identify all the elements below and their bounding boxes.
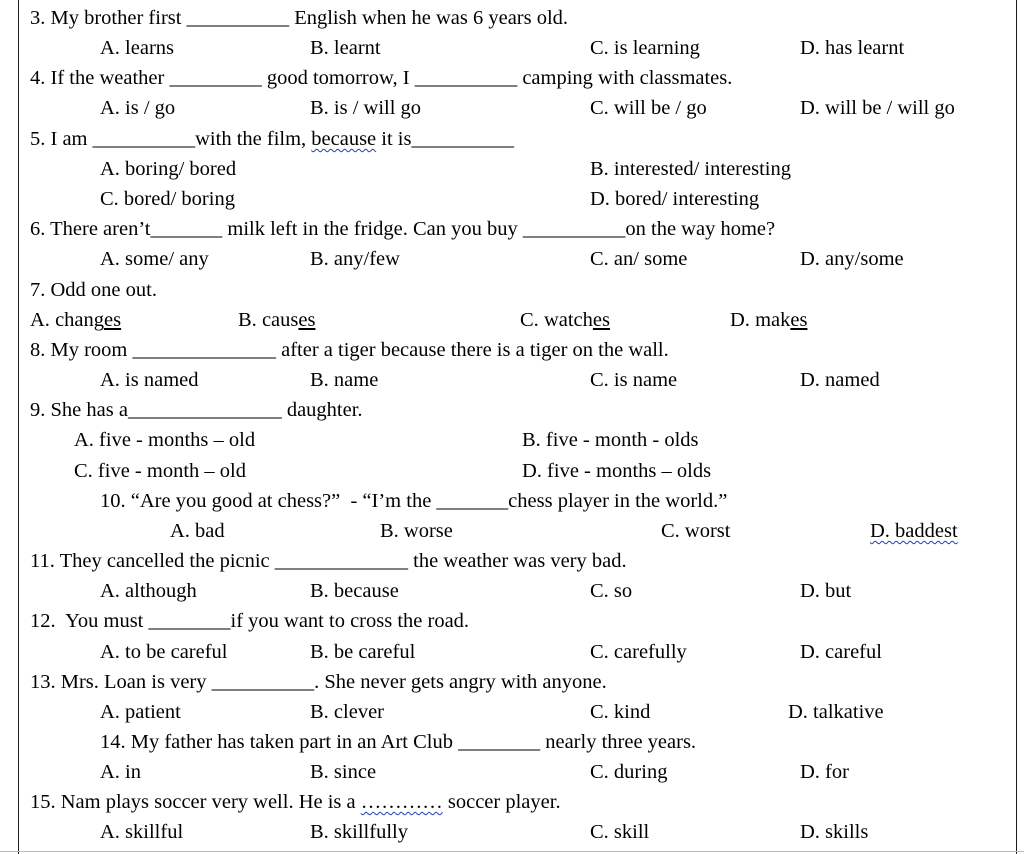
blank: __________: [211, 671, 315, 693]
option-a[interactable]: A. changes: [30, 309, 122, 331]
question-number: 14.: [100, 731, 126, 753]
option-b[interactable]: B. clever: [310, 701, 384, 723]
question-number: 15.: [30, 791, 56, 813]
option-b[interactable]: B. be careful: [310, 641, 416, 663]
blank: __________: [92, 128, 196, 150]
option-a[interactable]: A. skillful: [100, 821, 184, 843]
option-c[interactable]: C. carefully: [590, 641, 687, 663]
option-b[interactable]: B. worse: [380, 520, 453, 542]
option-b[interactable]: B. is / will go: [310, 97, 422, 119]
option-b[interactable]: B. interested/ interesting: [590, 158, 791, 180]
option-d[interactable]: D. has learnt: [800, 37, 905, 59]
question-11: 11. They cancelled the picnic _____________ the weather was very bad.: [30, 550, 627, 572]
option-a[interactable]: A. patient: [100, 701, 181, 723]
question-9: 9. She has a_______________ daughter.: [30, 399, 363, 421]
question-7: 7. Odd one out.: [30, 279, 157, 301]
option-a[interactable]: A. to be careful: [100, 641, 228, 663]
question-number: 10.: [100, 490, 126, 512]
question-number: 11.: [30, 550, 55, 572]
question-number: 9.: [30, 399, 46, 421]
option-a[interactable]: A. is named: [100, 369, 199, 391]
option-b[interactable]: B. learnt: [310, 37, 381, 59]
option-c[interactable]: C. worst: [661, 520, 731, 542]
option-b[interactable]: B. since: [310, 761, 377, 783]
blank: _____________: [274, 550, 409, 572]
option-d[interactable]: D. makes: [730, 309, 808, 331]
question-8: 8. My room ______________ after a tiger because there is a tiger on the wall.: [30, 339, 669, 361]
option-c[interactable]: C. is name: [590, 369, 678, 391]
question-12: 12. You must ________if you want to cross the road.: [30, 610, 470, 632]
option-a[interactable]: A. is / go: [100, 97, 176, 119]
option-d[interactable]: D. skills: [800, 821, 869, 843]
blank: _______________: [127, 399, 282, 421]
question-13: 13. Mrs. Loan is very __________. She never gets angry with anyone.: [30, 671, 607, 693]
question-15: 15. Nam plays soccer very well. He is a ………… soccer player.: [30, 791, 561, 813]
question-6: 6. There aren’t_______ milk left in the fridge. Can you buy __________on the way home?: [30, 218, 776, 240]
option-a[interactable]: A. in: [100, 761, 141, 783]
question-number: 4.: [30, 67, 46, 89]
option-d[interactable]: D. any/some: [800, 248, 904, 270]
option-b[interactable]: B. causes: [238, 309, 316, 331]
option-d[interactable]: D. will be / will go: [800, 97, 955, 119]
option-d[interactable]: D. for: [800, 761, 849, 783]
option-d[interactable]: D. careful: [800, 641, 882, 663]
blank: __________: [522, 218, 626, 240]
option-a[interactable]: A. five - months – old: [74, 429, 256, 451]
question-4: 4. If the weather _________ good tomorrow, I __________ camping with classmates.: [30, 67, 733, 89]
spellcheck-word: D. baddest: [870, 520, 958, 542]
blank: __________: [186, 7, 290, 29]
option-d[interactable]: D. bored/ interesting: [590, 188, 760, 210]
question-number: 12.: [30, 610, 56, 632]
blank: ________: [458, 731, 541, 753]
option-c[interactable]: C. will be / go: [590, 97, 707, 119]
option-c[interactable]: C. five - month – old: [74, 460, 246, 482]
option-d[interactable]: D. five - months – olds: [522, 460, 712, 482]
question-10: 10. “Are you good at chess?” - “I’m the _______chess player in the world.”: [100, 490, 728, 512]
option-a[interactable]: A. boring/ bored: [100, 158, 237, 180]
option-d[interactable]: [870, 519, 958, 543]
question-5: 5. I am __________with the film, because it is__________: [30, 128, 514, 150]
question-number: 13.: [30, 671, 56, 693]
question-number: 3.: [30, 7, 46, 29]
spellcheck-word: because: [311, 128, 377, 150]
option-c[interactable]: C. bored/ boring: [100, 188, 235, 210]
option-c[interactable]: C. an/ some: [590, 248, 688, 270]
option-c[interactable]: C. so: [590, 580, 633, 602]
option-b[interactable]: B. name: [310, 369, 379, 391]
option-d[interactable]: D. talkative: [788, 701, 884, 723]
blank: __________: [414, 67, 518, 89]
blank: _______: [436, 490, 509, 512]
option-a[interactable]: A. bad: [170, 520, 225, 542]
question-14: 14. My father has taken part in an Art Club ________ nearly three years.: [100, 731, 697, 753]
option-b[interactable]: B. because: [310, 580, 399, 602]
option-a[interactable]: A. although: [100, 580, 197, 602]
option-b[interactable]: B. any/few: [310, 248, 400, 270]
question-number: 7.: [30, 279, 46, 301]
option-d[interactable]: D. named: [800, 369, 880, 391]
page-border-right: [1016, 0, 1017, 854]
option-d[interactable]: D. but: [800, 580, 852, 602]
question-number: 6.: [30, 218, 46, 240]
option-c[interactable]: C. kind: [590, 701, 651, 723]
blank: ______________: [132, 339, 276, 361]
blank: __________: [411, 128, 514, 150]
page-border-bottom: [0, 851, 1024, 852]
option-c[interactable]: C. skill: [590, 821, 650, 843]
option-c[interactable]: C. is learning: [590, 37, 700, 59]
question-number: 8.: [30, 339, 46, 361]
option-c[interactable]: C. during: [590, 761, 668, 783]
blank: ________: [148, 610, 231, 632]
question-number: 5.: [30, 128, 46, 150]
blank: _________: [169, 67, 262, 89]
blank: _______: [150, 218, 223, 240]
option-a[interactable]: A. some/ any: [100, 248, 209, 270]
option-b[interactable]: B. skillfully: [310, 821, 408, 843]
question-3: 3. My brother first __________ English when he was 6 years old.: [30, 7, 569, 29]
page-border-left: [18, 0, 19, 854]
option-b[interactable]: B. five - month - olds: [522, 429, 699, 451]
dotted-blank: …………: [360, 791, 443, 813]
option-a[interactable]: A. learns: [100, 37, 175, 59]
option-c[interactable]: C. watches: [520, 309, 610, 331]
